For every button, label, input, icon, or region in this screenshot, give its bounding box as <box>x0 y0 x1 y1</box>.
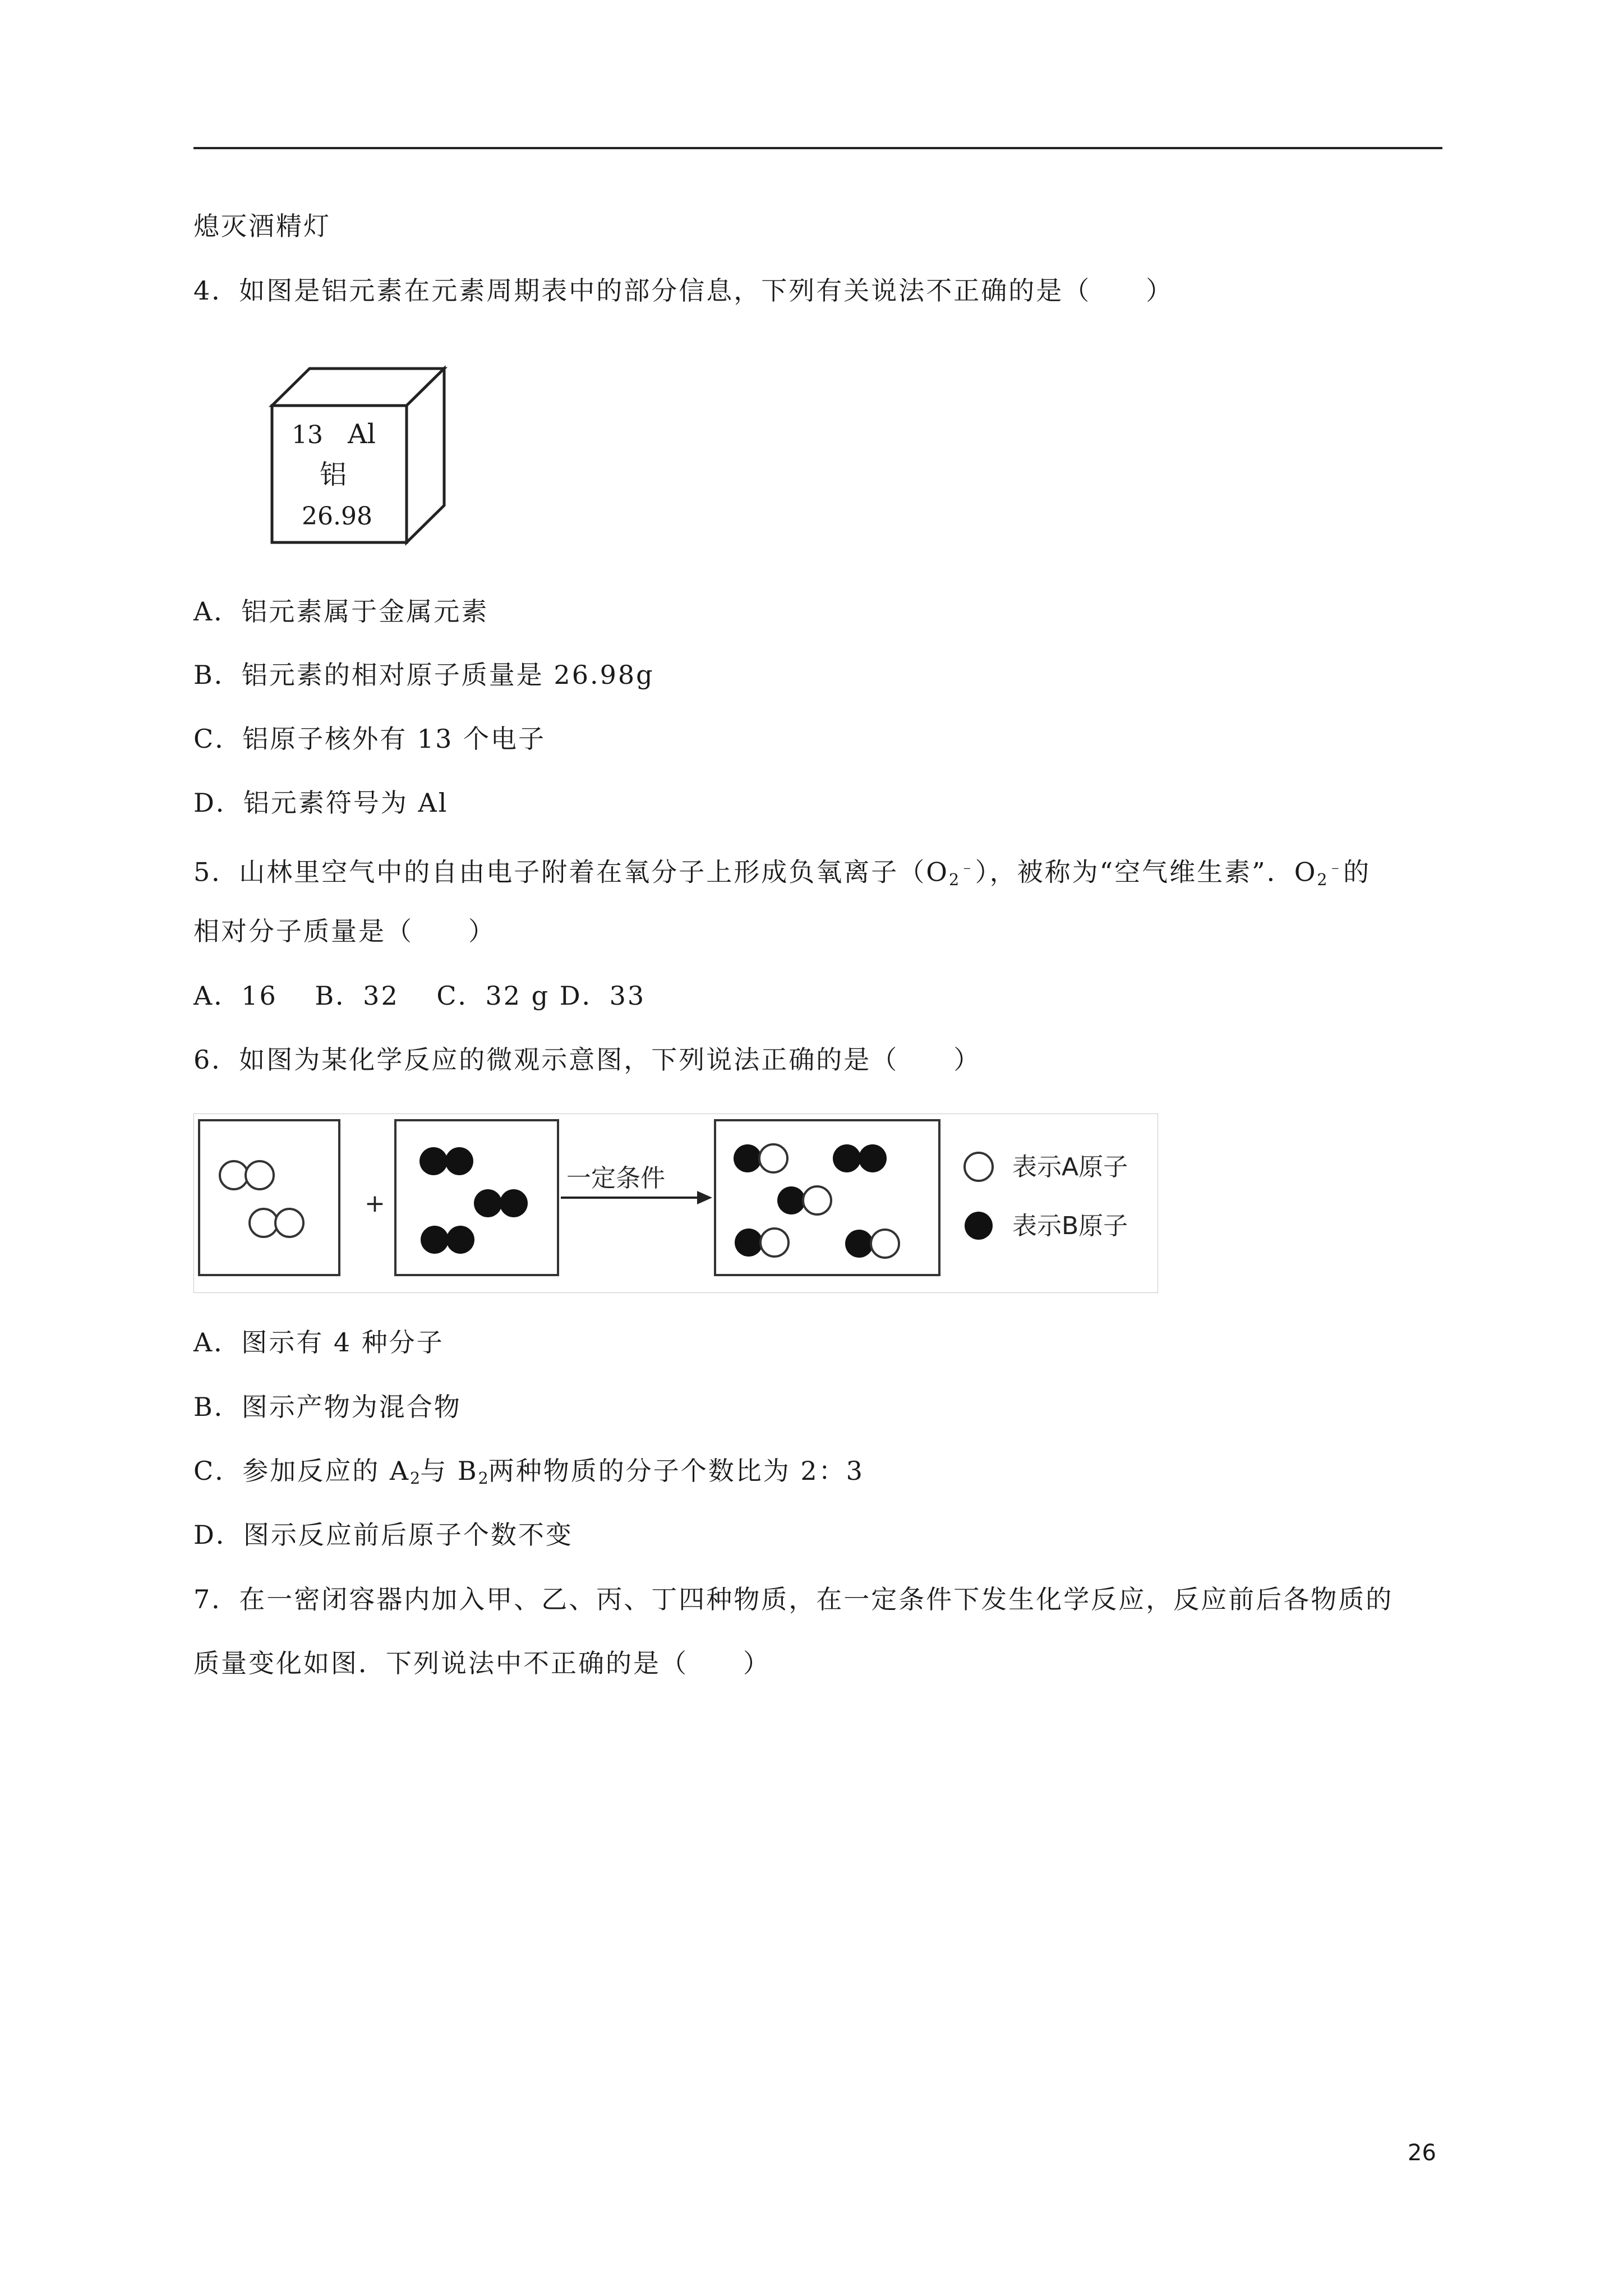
q4-option-c: C．铝原子核外有 13 个电子 <box>193 724 546 754</box>
reaction-micro-diagram <box>193 1114 1158 1293</box>
reactant-a2-box <box>199 1120 339 1275</box>
legend-a-label: 表示A原子 <box>1012 1153 1128 1181</box>
element-symbol: Al <box>348 418 376 450</box>
aluminum-element-card <box>247 351 460 553</box>
plus-sign: + <box>365 1189 385 1218</box>
q6-stem: 6．如图为某化学反应的微观示意图，下列说法正确的是（ ） <box>193 1045 981 1075</box>
q6-option-c: C．参加反应的 $A_2$与 $B_2$两种物质的分子个数比为 2：3 <box>193 1456 864 1488</box>
q4-stem: 4．如图是铝元素在元素周期表中的部分信息，下列有关说法不正确的是（ ） <box>193 275 1174 306</box>
q6-option-a: A．图示有 4 种分子 <box>193 1327 444 1358</box>
previous-answer-fragment: 熄灭酒精灯 <box>193 211 331 241</box>
legend-b-label: 表示B原子 <box>1012 1212 1128 1240</box>
header-rule <box>193 147 1442 149</box>
q6-option-b: B．图示产物为混合物 <box>193 1392 462 1422</box>
atomic-number: 13 <box>292 421 323 449</box>
page-number: 26 <box>1408 2140 1436 2166</box>
legend-b-atom-icon <box>965 1212 993 1240</box>
atomic-mass: 26.98 <box>302 502 372 531</box>
legend-a-atom-icon <box>965 1153 993 1181</box>
q6-option-d: D．图示反应前后原子个数不变 <box>193 1520 573 1550</box>
q7-stem-line1: 7．在一密闭容器内加入甲、乙、丙、丁四种物质，在一定条件下发生化学反应，反应前后各物质的 <box>193 1584 1394 1614</box>
q5-stem-line1: 5．山林里空气中的自由电子附着在氧分子上形成负氧离子$(O_2^﹣)$，被称为“空气维生素”．$O_2^﹣$的 <box>193 857 1371 889</box>
q5-options: A．16 B．32 C．32 g D．33 <box>193 981 646 1011</box>
element-name: 铝 <box>320 459 347 490</box>
q7-stem-line2: 质量变化如图．下列说法中不正确的是（ ） <box>193 1648 771 1678</box>
q4-option-a: A．铝元素属于金属元素 <box>193 596 489 627</box>
q4-option-b: B．铝元素的相对原子质量是 26.98g <box>193 660 654 690</box>
q4-option-d: D．铝元素符号为 Al <box>193 788 449 818</box>
reaction-condition-label: 一定条件 <box>566 1164 665 1193</box>
q5-stem-line2: 相对分子质量是（ ） <box>193 916 496 946</box>
